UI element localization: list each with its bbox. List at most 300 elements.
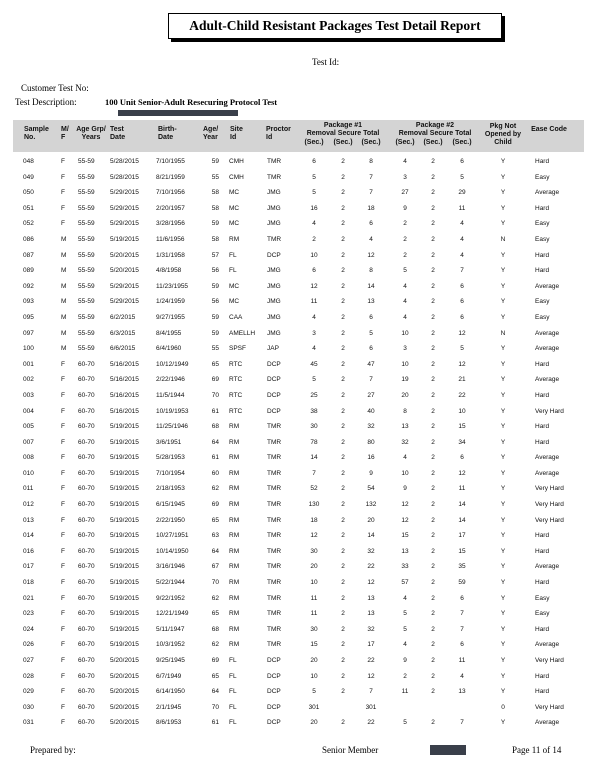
cell-pkg2-removal: 9 [403, 657, 407, 664]
cell-age-grp: 60-70 [78, 516, 95, 524]
cell-ease-code: Hard [535, 438, 550, 446]
cell-pkg-not-opened: Y [500, 204, 506, 212]
cell-proctor: TMR [267, 485, 282, 493]
cell-test-date: 5/19/2015 [110, 516, 139, 524]
cell-pkg-not-opened: Y [500, 298, 506, 306]
cell-mf: F [61, 547, 65, 555]
cell-birth-date: 9/25/1945 [156, 657, 185, 664]
cell-pkg1-total: 8 [369, 267, 373, 275]
cell-sample: 013 [23, 516, 34, 524]
cell-pkg1-removal: 10 [310, 251, 318, 259]
cell-pkg1-total: 22 [367, 719, 375, 727]
cell-pkg-not-opened: Y [500, 158, 506, 165]
table-row [0, 358, 600, 374]
cell-pkg1-removal: 5 [312, 173, 316, 181]
cell-pkg2-secure: 2 [431, 579, 435, 587]
cell-age-grp: 55-59 [78, 313, 95, 321]
header-pkg2-sec-removal: (Sec.) [395, 139, 415, 146]
cell-birth-date: 8/21/1959 [156, 173, 185, 181]
cell-birth-date: 10/12/1949 [156, 360, 189, 368]
cell-sample: 086 [23, 235, 34, 243]
cell-pkg2-total: 21 [458, 376, 466, 384]
cell-sample: 095 [23, 313, 34, 321]
cell-proctor: JMG [267, 329, 281, 337]
cell-mf: F [61, 469, 65, 477]
cell-pkg-not-opened: Y [500, 579, 506, 587]
header-age-grp: Age Grp/ Years [76, 126, 106, 141]
cell-pkg1-secure: 2 [341, 579, 345, 587]
cell-pkg2-total: 6 [460, 454, 464, 462]
cell-pkg2-removal: 2 [403, 235, 407, 243]
cell-age-year: 65 [211, 516, 219, 524]
header-pkg2-sec-secure: (Sec.) [423, 139, 443, 146]
cell-pkg-not-opened: Y [500, 563, 506, 571]
cell-ease-code: Hard [535, 423, 550, 431]
cell-age-year: 62 [211, 641, 219, 649]
cell-sample: 050 [23, 189, 34, 197]
cell-pkg2-total: 13 [458, 688, 466, 696]
cell-test-date: 5/19/2015 [110, 501, 139, 509]
cell-test-date: 5/28/2015 [110, 173, 139, 181]
cell-age-year: 60 [211, 469, 219, 477]
cell-pkg2-removal: 9 [403, 485, 407, 493]
cell-test-date: 5/19/2015 [110, 235, 139, 243]
cell-birth-date: 7/10/1956 [156, 189, 185, 197]
cell-pkg1-removal: 11 [310, 610, 318, 618]
cell-sample: 011 [23, 485, 34, 493]
cell-birth-date: 8/6/1953 [156, 719, 182, 727]
cell-pkg2-secure: 2 [431, 267, 435, 275]
cell-pkg2-secure: 2 [431, 220, 435, 228]
cell-test-date: 5/19/2015 [110, 454, 139, 462]
cell-pkg1-removal: 3 [312, 329, 316, 337]
cell-pkg2-total: 4 [460, 251, 464, 259]
cell-proctor: TMR [267, 579, 282, 587]
cell-proctor: TMR [267, 594, 282, 602]
cell-mf: F [61, 391, 65, 399]
cell-pkg1-removal: 38 [310, 407, 318, 415]
cell-pkg-not-opened: Y [500, 454, 506, 462]
cell-pkg2-total: 17 [458, 532, 466, 540]
table-row [0, 592, 600, 608]
cell-mf: F [61, 641, 65, 649]
cell-pkg2-secure: 2 [431, 657, 435, 664]
table-row [0, 560, 600, 576]
cell-proctor: DCP [267, 360, 281, 368]
cell-pkg1-secure: 2 [341, 610, 345, 618]
cell-sample: 007 [23, 438, 34, 446]
cell-mf: F [61, 501, 65, 509]
cell-pkg2-removal: 13 [401, 547, 409, 555]
cell-ease-code: Hard [535, 532, 550, 540]
cell-proctor: JMG [267, 282, 281, 290]
cell-mf: F [61, 610, 65, 618]
cell-age-year: 59 [211, 220, 219, 228]
table-row [0, 233, 600, 249]
cell-pkg2-secure: 2 [431, 376, 435, 384]
cell-pkg2-secure: 2 [431, 329, 435, 337]
cell-pkg1-secure: 2 [341, 532, 345, 540]
cell-mf: F [61, 360, 65, 368]
cell-site: RM [229, 594, 240, 602]
cell-pkg2-secure: 2 [431, 158, 435, 165]
cell-sample: 014 [23, 532, 34, 540]
header-ease: Ease Code [531, 126, 567, 133]
cell-site: SPSF [229, 345, 246, 353]
cell-pkg2-total: 15 [458, 547, 466, 555]
cell-pkg2-removal: 5 [403, 610, 407, 618]
cell-pkg1-removal: 130 [308, 501, 320, 509]
cell-age-year: 68 [211, 625, 219, 633]
cell-pkg1-secure: 2 [341, 672, 345, 680]
cell-birth-date: 7/10/1955 [156, 158, 185, 165]
table-row [0, 249, 600, 265]
cell-sample: 092 [23, 282, 34, 290]
cell-ease-code: Average [535, 454, 560, 462]
cell-pkg1-secure: 2 [341, 376, 345, 384]
cell-age-grp: 60-70 [78, 360, 95, 368]
cell-pkg1-removal: 2 [312, 235, 316, 243]
cell-age-year: 64 [211, 547, 219, 555]
cell-pkg2-total: 11 [458, 657, 466, 664]
cell-pkg-not-opened: Y [500, 173, 506, 181]
cell-mf: M [61, 235, 67, 243]
table-row [0, 389, 600, 405]
cell-ease-code: Average [535, 189, 560, 197]
cell-proctor: DCP [267, 672, 281, 680]
cell-pkg1-removal: 6 [312, 158, 316, 165]
cell-mf: M [61, 329, 67, 337]
cell-pkg-not-opened: Y [500, 485, 506, 493]
cell-sample: 027 [23, 657, 34, 664]
cell-ease-code: Easy [535, 173, 550, 181]
cell-pkg2-total: 29 [458, 189, 466, 197]
cell-pkg1-total: 14 [367, 532, 375, 540]
cell-pkg2-removal: 10 [401, 360, 409, 368]
cell-test-date: 5/19/2015 [110, 423, 139, 431]
cell-sample: 097 [23, 329, 34, 337]
cell-sample: 004 [23, 407, 34, 415]
cell-pkg1-secure: 2 [341, 173, 345, 181]
cell-pkg-not-opened: Y [500, 360, 506, 368]
cell-mf: F [61, 516, 65, 524]
cell-proctor: TMR [267, 516, 282, 524]
cell-sample: 010 [23, 469, 34, 477]
cell-birth-date: 2/22/1950 [156, 516, 185, 524]
cell-pkg-not-opened: Y [500, 407, 506, 415]
cell-birth-date: 10/3/1952 [156, 641, 185, 649]
cell-proctor: JMG [267, 189, 281, 197]
cell-pkg2-removal: 3 [403, 345, 407, 353]
cell-test-date: 5/20/2015 [110, 688, 139, 696]
cell-pkg2-removal: 4 [403, 158, 407, 165]
cell-site: FL [229, 688, 237, 696]
cell-proctor: TMR [267, 235, 282, 243]
header-proctor: Proctor Id [266, 126, 291, 141]
cell-site: RM [229, 625, 240, 633]
table-row [0, 155, 600, 171]
header-test-date: Test Date [110, 126, 126, 141]
cell-sample: 031 [23, 719, 34, 727]
cell-age-grp: 55-59 [78, 235, 95, 243]
table-row [0, 280, 600, 296]
cell-pkg-not-opened: Y [500, 532, 506, 540]
page-number: Page 11 of 14 [512, 745, 562, 755]
table-row [0, 716, 600, 732]
cell-test-date: 5/29/2015 [110, 220, 139, 228]
cell-proctor: TMR [267, 625, 282, 633]
cell-pkg1-secure: 2 [341, 485, 345, 493]
cell-sample: 018 [23, 579, 34, 587]
cell-age-year: 59 [211, 313, 219, 321]
table-row [0, 701, 600, 717]
cell-sample: 023 [23, 610, 34, 618]
cell-pkg1-removal: 11 [310, 298, 318, 306]
cell-pkg1-secure: 2 [341, 501, 345, 509]
cell-pkg1-secure: 2 [341, 563, 345, 571]
cell-site: CMH [229, 173, 244, 181]
senior-member-label: Senior Member [322, 745, 379, 755]
cell-test-date: 5/16/2015 [110, 407, 139, 415]
cell-pkg2-total: 11 [458, 485, 466, 493]
cell-pkg1-removal: 12 [310, 532, 318, 540]
cell-age-grp: 60-70 [78, 423, 95, 431]
customer-test-no-label: Customer Test No: [21, 83, 89, 93]
cell-pkg1-secure: 2 [341, 469, 345, 477]
cell-site: MC [229, 220, 240, 228]
cell-sample: 051 [23, 204, 34, 212]
cell-age-year: 58 [211, 189, 219, 197]
cell-age-grp: 60-70 [78, 672, 95, 680]
cell-birth-date: 11/25/1946 [156, 423, 189, 431]
cell-test-date: 5/19/2015 [110, 485, 139, 493]
cell-birth-date: 3/16/1946 [156, 563, 185, 571]
cell-pkg1-removal: 25 [310, 391, 318, 399]
cell-pkg1-total: 32 [367, 547, 375, 555]
cell-test-date: 5/16/2015 [110, 391, 139, 399]
cell-age-grp: 60-70 [78, 438, 95, 446]
cell-pkg-not-opened: Y [500, 688, 506, 696]
cell-pkg-not-opened: Y [500, 423, 506, 431]
cell-age-year: 55 [211, 345, 219, 353]
cell-birth-date: 1/31/1958 [156, 251, 185, 259]
cell-sample: 001 [23, 360, 34, 368]
cell-site: MC [229, 298, 240, 306]
cell-pkg2-removal: 5 [403, 267, 407, 275]
cell-birth-date: 6/15/1945 [156, 501, 185, 509]
cell-age-grp: 60-70 [78, 719, 95, 727]
cell-pkg1-secure: 2 [341, 625, 345, 633]
cell-age-year: 69 [211, 657, 219, 664]
cell-mf: M [61, 345, 67, 353]
cell-sample: 100 [23, 345, 34, 353]
cell-test-date: 5/20/2015 [110, 251, 139, 259]
table-row [0, 295, 600, 311]
cell-mf: F [61, 189, 65, 197]
cell-age-grp: 60-70 [78, 501, 95, 509]
cell-site: MC [229, 189, 240, 197]
cell-pkg1-total: 301 [365, 703, 377, 711]
cell-pkg2-secure: 2 [431, 688, 435, 696]
cell-age-year: 64 [211, 688, 219, 696]
cell-pkg2-secure: 2 [431, 594, 435, 602]
cell-test-date: 5/19/2015 [110, 469, 139, 477]
cell-birth-date: 3/28/1956 [156, 220, 185, 228]
cell-mf: F [61, 719, 65, 727]
cell-test-date: 5/16/2015 [110, 360, 139, 368]
cell-pkg2-removal: 2 [403, 220, 407, 228]
cell-pkg2-secure: 2 [431, 345, 435, 353]
cell-pkg2-removal: 12 [401, 501, 409, 509]
cell-pkg1-secure: 2 [341, 547, 345, 555]
cell-pkg2-removal: 10 [401, 329, 409, 337]
cell-age-grp: 60-70 [78, 454, 95, 462]
cell-test-date: 5/19/2015 [110, 438, 139, 446]
cell-age-grp: 55-59 [78, 189, 95, 197]
cell-pkg1-removal: 14 [310, 454, 318, 462]
cell-birth-date: 2/20/1957 [156, 204, 185, 212]
cell-age-year: 70 [211, 579, 219, 587]
cell-pkg2-removal: 4 [403, 454, 407, 462]
cell-age-year: 67 [211, 563, 219, 571]
cell-site: RM [229, 485, 240, 493]
header-pkg2-sec-total: (Sec.) [452, 139, 472, 146]
cell-mf: M [61, 282, 67, 290]
cell-ease-code: Hard [535, 251, 550, 259]
cell-mf: F [61, 563, 65, 571]
cell-age-grp: 55-59 [78, 204, 95, 212]
cell-pkg2-removal: 4 [403, 298, 407, 306]
cell-pkg1-total: 40 [367, 407, 375, 415]
cell-pkg2-secure: 2 [431, 672, 435, 680]
cell-pkg-not-opened: Y [500, 625, 506, 633]
table-row [0, 638, 600, 654]
cell-pkg1-removal: 5 [312, 688, 316, 696]
cell-pkg1-secure: 2 [341, 267, 345, 275]
cell-mf: F [61, 407, 65, 415]
cell-proctor: TMR [267, 454, 282, 462]
cell-sample: 052 [23, 220, 34, 228]
cell-pkg1-removal: 301 [308, 703, 320, 711]
cell-test-date: 6/6/2015 [110, 345, 136, 353]
cell-pkg2-total: 4 [460, 672, 464, 680]
cell-pkg1-secure: 2 [341, 345, 345, 353]
cell-pkg2-total: 6 [460, 594, 464, 602]
cell-pkg1-secure: 2 [341, 423, 345, 431]
cell-site: RM [229, 579, 240, 587]
cell-ease-code: Average [535, 282, 560, 290]
cell-pkg-not-opened: N [500, 329, 506, 337]
cell-birth-date: 11/5/1944 [156, 391, 185, 399]
cell-site: RM [229, 454, 240, 462]
cell-ease-code: Easy [535, 610, 550, 618]
cell-test-date: 5/20/2015 [110, 267, 139, 275]
cell-pkg-not-opened: 0 [501, 703, 505, 711]
cell-pkg2-total: 59 [458, 579, 466, 587]
cell-age-grp: 55-59 [78, 298, 95, 306]
cell-site: RM [229, 641, 240, 649]
cell-pkg1-total: 20 [367, 516, 375, 524]
cell-pkg1-secure: 2 [341, 641, 345, 649]
cell-pkg2-removal: 5 [403, 719, 407, 727]
cell-pkg1-total: 14 [367, 282, 375, 290]
cell-pkg1-total: 32 [367, 423, 375, 431]
table-row [0, 171, 600, 187]
cell-pkg2-total: 22 [458, 391, 466, 399]
cell-pkg1-total: 12 [367, 251, 375, 259]
cell-proctor: JMG [267, 267, 281, 275]
cell-pkg1-removal: 10 [310, 672, 318, 680]
table-row [0, 467, 600, 483]
cell-pkg1-total: 6 [369, 345, 373, 353]
cell-age-year: 61 [211, 719, 219, 727]
header-pkg2-title: Package #2 [415, 122, 455, 129]
cell-pkg1-total: 22 [367, 563, 375, 571]
cell-mf: F [61, 158, 65, 165]
cell-ease-code: Very Hard [535, 485, 564, 493]
header-pkg1-title: Package #1 [323, 122, 363, 129]
header-site: Site Id [230, 126, 243, 141]
cell-pkg-not-opened: Y [500, 547, 506, 555]
test-id-label: Test Id: [312, 57, 340, 67]
cell-age-grp: 55-59 [78, 158, 95, 165]
cell-proctor: DCP [267, 407, 281, 415]
cell-pkg-not-opened: Y [500, 282, 506, 290]
table-row [0, 654, 600, 670]
cell-pkg-not-opened: Y [500, 267, 506, 275]
cell-mf: M [61, 298, 67, 306]
cell-sample: 087 [23, 251, 34, 259]
cell-pkg2-secure: 2 [431, 282, 435, 290]
cell-pkg2-removal: 4 [403, 313, 407, 321]
cell-pkg1-removal: 78 [310, 438, 318, 446]
cell-proctor: TMR [267, 469, 282, 477]
cell-site: RM [229, 547, 240, 555]
table-row [0, 405, 600, 421]
cell-pkg1-secure: 2 [341, 688, 345, 696]
cell-pkg1-removal: 52 [310, 485, 318, 493]
cell-pkg2-removal: 12 [401, 516, 409, 524]
cell-age-year: 58 [211, 204, 219, 212]
cell-pkg-not-opened: Y [500, 501, 506, 509]
cell-pkg2-removal: 2 [403, 251, 407, 259]
cell-pkg1-total: 7 [369, 173, 373, 181]
cell-age-grp: 60-70 [78, 391, 95, 399]
cell-pkg2-total: 6 [460, 641, 464, 649]
cell-birth-date: 5/22/1944 [156, 579, 185, 587]
cell-pkg2-total: 35 [458, 563, 466, 571]
table-row [0, 576, 600, 592]
cell-pkg2-secure: 2 [431, 532, 435, 540]
cell-proctor: TMR [267, 423, 282, 431]
cell-site: FL [229, 672, 237, 680]
cell-test-date: 5/16/2015 [110, 376, 139, 384]
cell-birth-date: 6/14/1950 [156, 688, 185, 696]
cell-mf: M [61, 313, 67, 321]
table-row [0, 451, 600, 467]
cell-proctor: TMR [267, 610, 282, 618]
cell-pkg-not-opened: Y [500, 594, 506, 602]
cell-sample: 021 [23, 594, 34, 602]
cell-pkg1-removal: 4 [312, 345, 316, 353]
cell-pkg1-secure: 2 [341, 360, 345, 368]
header-pkg1-sec-removal: (Sec.) [304, 139, 324, 146]
cell-age-year: 56 [211, 298, 219, 306]
cell-pkg2-secure: 2 [431, 298, 435, 306]
cell-site: CMH [229, 158, 244, 165]
cell-age-year: 59 [211, 282, 219, 290]
cell-ease-code: Average [535, 719, 560, 727]
